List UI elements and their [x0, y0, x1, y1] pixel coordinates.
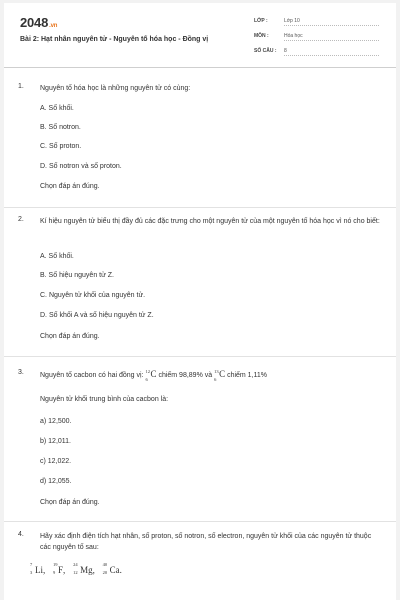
- worksheet-header: [4, 3, 396, 65]
- question-number: 2.: [18, 216, 24, 223]
- worksheet-page: [4, 3, 396, 600]
- question-prompt: Chọn đáp án đúng.: [40, 183, 100, 190]
- option-d[interactable]: D. Số khối A và số hiệu nguyên tử Z.: [40, 312, 154, 319]
- meta-question-count: SỐ CÂU : 8: [254, 48, 277, 54]
- isotope-c12: 12 6 C: [145, 369, 157, 382]
- question-2: [18, 216, 384, 346]
- isotope-list: 7 3 Li, 19 9 F, 24 12 Mg, 40 20 Ca.: [30, 562, 122, 575]
- question-text: Nguyên tố hóa học là những nguyên tử có cùng:: [40, 85, 191, 92]
- question-separator: [4, 521, 396, 522]
- option-a[interactable]: A. Số khối.: [40, 253, 74, 260]
- question-number: 4.: [18, 531, 24, 538]
- site-logo[interactable]: 2048.vn: [20, 15, 58, 30]
- question-prompt: Chọn đáp án đúng.: [40, 499, 100, 506]
- meta-grade: LỚP : Lớp 10: [254, 18, 268, 24]
- question-text: Hãy xác định điện tích hạt nhân, số proton, số notron, số electron, nguyên tử khối của các nguyên tử thuộc các nguyên tố sau:: [40, 533, 372, 551]
- option-c[interactable]: C. Số proton.: [40, 143, 82, 150]
- question-4: [18, 531, 384, 591]
- logo-suffix: .vn: [49, 23, 58, 29]
- header-divider: [4, 67, 396, 68]
- option-b[interactable]: b) 12,011.: [40, 438, 72, 445]
- isotope-li: 7 3 Li: [30, 562, 43, 575]
- question-text: Kí hiệu nguyên tử biểu thị đầy đủ các đặc trưng cho một nguyên tử của một nguyên tố hóa học vì nó cho biết:: [40, 218, 380, 225]
- question-separator: [4, 207, 396, 208]
- meta-grade-value: Lớp 10: [284, 18, 379, 26]
- option-d[interactable]: D. Số notron và số proton.: [40, 163, 122, 170]
- meta-subject: MÔN : Hóa học: [254, 33, 269, 39]
- option-b[interactable]: B. Số notron.: [40, 124, 81, 131]
- question-text: Nguyên tố cacbon có hai đồng vị: 12 6 C chiếm 98,89% và 13 6 C chiếm 1,11%: [40, 369, 268, 382]
- meta-subject-value: Hóa học: [284, 33, 379, 41]
- option-d[interactable]: d) 12,055.: [40, 478, 72, 485]
- question-3: [18, 369, 384, 514]
- option-a[interactable]: A. Số khối.: [40, 105, 74, 112]
- option-c[interactable]: c) 12,022.: [40, 458, 72, 465]
- document-title: Bài 2: Hạt nhân nguyên tử - Nguyên tố hóa học - Đồng vị: [20, 36, 209, 43]
- question-number: 1.: [18, 83, 24, 90]
- question-number: 3.: [18, 369, 24, 376]
- question-subtext: Nguyên tử khối trung bình của cacbon là:: [40, 396, 169, 403]
- option-a[interactable]: a) 12,500.: [40, 418, 72, 425]
- isotope-ca: 40 20 Ca: [102, 562, 120, 575]
- option-b[interactable]: B. Số hiệu nguyên tử Z.: [40, 272, 114, 279]
- isotope-mg: 24 12 Mg: [73, 562, 93, 575]
- question-1: [18, 83, 384, 203]
- question-prompt: Chọn đáp án đúng.: [40, 333, 100, 340]
- isotope-f: 19 9 F: [53, 562, 64, 575]
- option-c[interactable]: C. Nguyên tử khối của nguyên tử.: [40, 292, 146, 299]
- meta-question-count-value: 8: [284, 48, 379, 56]
- question-separator: [4, 356, 396, 357]
- isotope-c13: 13 6 C: [214, 369, 226, 382]
